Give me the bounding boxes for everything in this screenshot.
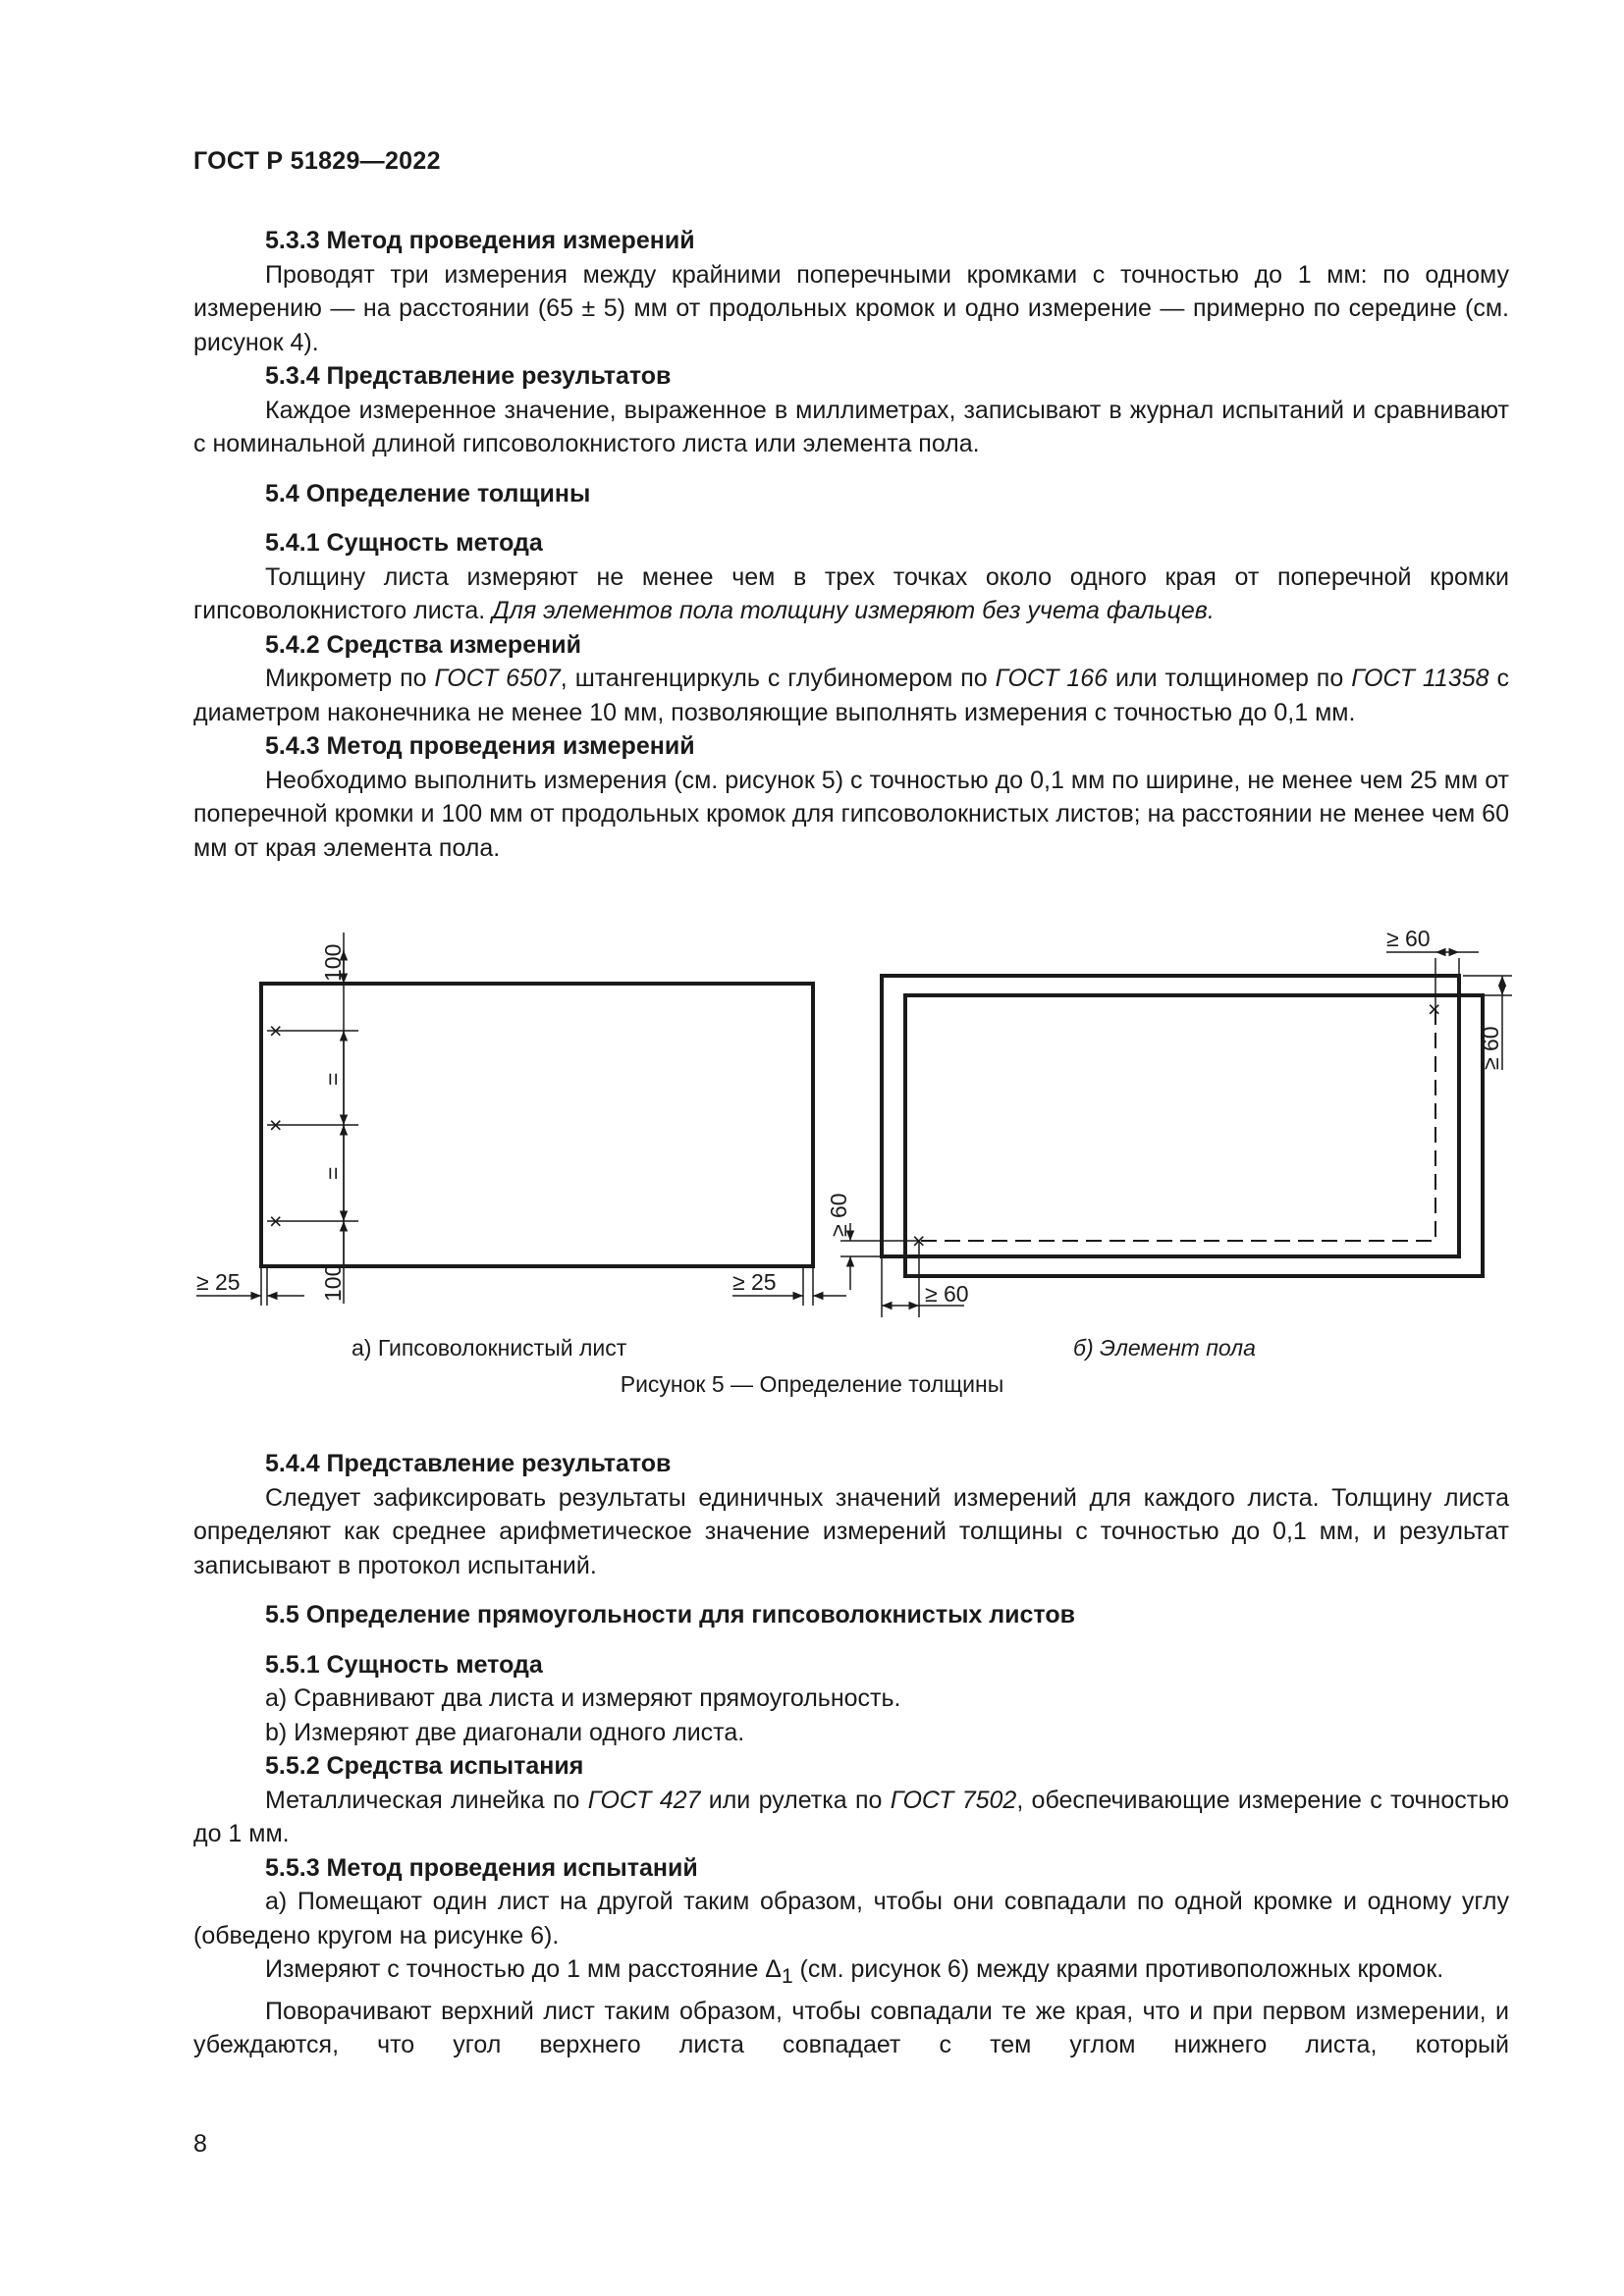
dim-label-equal-1: = xyxy=(320,1072,346,1086)
figure-5-drawing xyxy=(187,913,1542,1325)
text-block-upper xyxy=(193,224,1509,865)
text-run: с диаметром наконечника не менее 10 мм, позволяющие выполнять измерения с точностью до 0,1 мм. xyxy=(193,665,1510,726)
section-5-5-title: 5.5 Определение прямоугольности для гипсоволокнистых листов xyxy=(265,1601,1075,1629)
section-5-4-1-paragraph xyxy=(193,561,1509,628)
document-header: ГОСТ Р 51829—2022 xyxy=(193,147,441,175)
text-run: (см. рисунок 6) между краями противоположных кромок. xyxy=(792,1955,1444,1983)
text-run: или толщиномер по xyxy=(1108,665,1352,692)
dim-label-100-top: 100 xyxy=(320,943,346,982)
figure-5-label-b: б) Элемент пола xyxy=(1073,1335,1256,1361)
section-5-4-1-italic-note: Для элементов пола толщину измеряют без учета фальцев. xyxy=(492,597,1215,624)
text-run: , обеспечивающие измерение с точностью до 1 мм. xyxy=(193,1786,1509,1847)
text-run: Измеряют с точностью до 1 мм расстояние Δ xyxy=(265,1955,783,1983)
figure-5 xyxy=(187,913,1542,1361)
measure-point-mark: × xyxy=(912,1228,926,1254)
section-5-5-3-title: 5.5.3 Метод проведения испытаний xyxy=(265,1853,698,1882)
section-5-4-2-paragraph xyxy=(193,662,1509,729)
dim-label-25-left: ≥ 25 xyxy=(196,1269,241,1295)
section-5-5-2-title: 5.5.2 Средства испытания xyxy=(265,1752,584,1780)
dim-label-100-bottom: 100 xyxy=(320,1263,346,1302)
dim-label-60-bottom: ≥ 60 xyxy=(925,1281,969,1307)
measure-point-mark: × xyxy=(1428,996,1441,1022)
floor-element-outer xyxy=(882,976,1459,1256)
standard-reference: ГОСТ 166 xyxy=(995,665,1109,692)
dim-label-60-right: ≥ 60 xyxy=(1478,1026,1503,1070)
section-5-4-3-paragraph: Необходимо выполнить измерения (см. рисунок 5) с точностью до 0,1 мм по ширине, не менее чем 25 мм от поперечной кромки и 100 мм от продольных кромок для гипсоволокнистых листов; на расстоянии не менее чем 60 мм от края элемента пола. xyxy=(193,766,1509,862)
measure-point-mark: × xyxy=(269,1112,283,1138)
section-5-5-1-title: 5.5.1 Сущность метода xyxy=(265,1650,543,1679)
dim-label-equal-2: = xyxy=(320,1166,346,1180)
section-5-4-title: 5.4 Определение толщины xyxy=(265,479,591,507)
text-run: Металлическая линейка по xyxy=(265,1786,588,1814)
measurement-zone-dashed xyxy=(919,1009,1435,1241)
dim-label-60-top: ≥ 60 xyxy=(1386,926,1431,951)
text-block-lower xyxy=(193,1447,1509,2062)
section-5-5-3-paragraph-2 xyxy=(193,1952,1509,1995)
section-5-3-4-paragraph: Каждое измеренное значение, выраженное в миллиметрах, записывают в журнал испытаний и сравнивают с номинальной длиной гипсоволокнистого листа или элемента пола. xyxy=(193,396,1509,457)
section-5-3-3-title: 5.3.3 Метод проведения измерений xyxy=(265,227,695,254)
text-run: или рулетка по xyxy=(700,1786,891,1814)
text-run: Микрометр по xyxy=(265,665,435,692)
section-5-4-1-title: 5.4.1 Сущность метода xyxy=(265,529,543,557)
section-5-5-1-item-a: а) Сравнивают два листа и измеряют прямоугольность. xyxy=(265,1684,901,1712)
section-5-3-4-title: 5.3.4 Представление результатов xyxy=(265,362,672,390)
section-5-4-3-title: 5.4.3 Метод проведения измерений xyxy=(265,732,695,760)
text-run: , штангенциркуль с глубиномером по xyxy=(560,665,996,692)
delta-subscript: 1 xyxy=(782,1965,793,1988)
measure-point-mark: × xyxy=(269,1208,283,1234)
section-5-5-3-item-a: а) Помещают один лист на другой таким образом, чтобы они совпадали по одной кромке и одному углу (обведено кругом на рисунке 6). xyxy=(193,1888,1509,1949)
section-5-3-3-paragraph: Проводят три измерения между крайними поперечными кромками с точностью до 1 мм: по одному измерению — на расстоянии (65 ± 5) мм от продольных кромок и одно измерение — примерно по середине (см. рисунок 4). xyxy=(193,260,1509,356)
section-5-4-4-paragraph: Следует зафиксировать результаты единичных значений измерений для каждого листа. Толщину листа определяют как среднее арифметическое значение измерений толщины с точностью до 0,1 мм, и результат записывают в протокол испытаний. xyxy=(193,1483,1509,1579)
section-5-5-2-paragraph xyxy=(193,1784,1509,1851)
section-5-4-1-text: Толщину листа измеряют не менее чем в трех точках около одного края от поперечной кромки гипсоволокнистого листа. xyxy=(193,562,1509,624)
figure-5-label-a: а) Гипсоволокнистый лист xyxy=(352,1335,627,1361)
dim-label-25-right: ≥ 25 xyxy=(732,1269,777,1295)
standard-reference: ГОСТ 11358 xyxy=(1351,665,1489,692)
section-5-4-4-title: 5.4.4 Представление результатов xyxy=(265,1450,672,1477)
page-number: 8 xyxy=(193,2130,207,2158)
section-5-5-1-item-b: b) Измеряют две диагонали одного листа. xyxy=(265,1718,745,1746)
floor-element-inner xyxy=(905,995,1483,1276)
figure-5-caption: Рисунок 5 — Определение толщины xyxy=(620,1371,1004,1397)
section-5-4-2-title: 5.4.2 Средства измерений xyxy=(265,630,581,659)
standard-reference: ГОСТ 427 xyxy=(587,1786,701,1814)
dim-label-60-left: ≥ 60 xyxy=(826,1193,851,1237)
section-5-5-3-paragraph-3: Поворачивают верхний лист таким образом, чтобы совпадали те же края, что и при первом измерении, и убеждаются, что угол верхнего листа совпадает с тем углом нижнего листа, который xyxy=(193,1997,1509,2058)
standard-reference: ГОСТ 6507 xyxy=(434,665,561,692)
standard-reference: ГОСТ 7502 xyxy=(890,1786,1017,1814)
measure-point-mark: × xyxy=(269,1018,283,1043)
